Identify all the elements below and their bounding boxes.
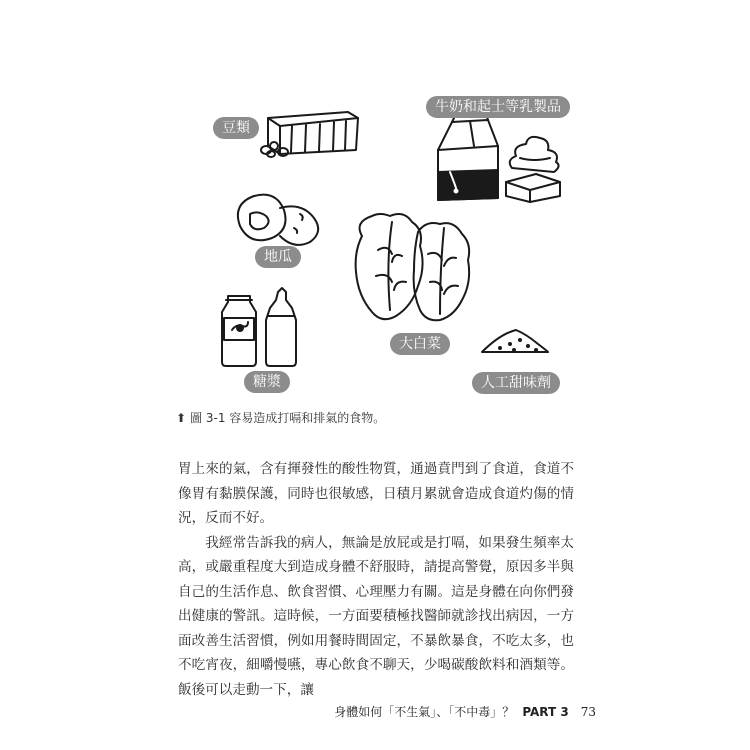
- syrup-bottles-drawing: [222, 288, 296, 366]
- beans-drawing: [261, 112, 358, 157]
- milk-carton-drawing: [438, 108, 498, 200]
- cheese-drawing: [506, 137, 560, 202]
- sweet-potato-drawing: [238, 195, 318, 245]
- label-dairy: 牛奶和起士等乳製品: [426, 96, 570, 118]
- label-sweet-potato: 地瓜: [255, 246, 301, 268]
- label-syrup: 糖漿: [244, 371, 290, 393]
- body-text: [178, 457, 574, 702]
- figure-caption-text: 圖 3-1 容易造成打嗝和排氣的食物。: [190, 411, 386, 425]
- page-footer: [300, 703, 596, 720]
- label-beans: 豆類: [213, 117, 259, 139]
- page-number: 73: [580, 705, 596, 719]
- paragraph-2: 我經常告訴我的病人，無論是放屁或是打嗝，如果發生頻率太高，或嚴重程度大到造成身體不舒服時，請提高警覺，原因多半與自己的生活作息、飲食習慣、心理壓力有關。這是身體在向你們發出健康的警訊。這時候，一方面要積極找醫師就診找出病因，一方面改善生活習慣，例如用餐時間固定，不暴飲暴食，不吃太多，也不吃宵夜，細嚼慢嚥，專心飲食不聊天，少喝碳酸飲料和酒類等。飯後可以走動一下，讓: [178, 534, 574, 698]
- cabbage-drawing: [356, 214, 470, 320]
- sweetener-drawing: [482, 330, 548, 352]
- label-cabbage: 大白菜: [390, 333, 450, 355]
- part-label: PART 3: [522, 705, 569, 719]
- label-sweetener: 人工甜味劑: [472, 372, 560, 394]
- chapter-title: 身體如何「不生氣」、「不中毒」？: [334, 705, 515, 719]
- figure-caption: [176, 409, 385, 426]
- paragraph-1: 胃上來的氣，含有揮發性的酸性物質，通過賁門到了食道，食道不像胃有黏膜保護，同時也很敏感，日積月累就會造成食道灼傷的情況，反而不好。: [178, 461, 574, 526]
- up-arrow-icon: ⬆: [176, 411, 187, 425]
